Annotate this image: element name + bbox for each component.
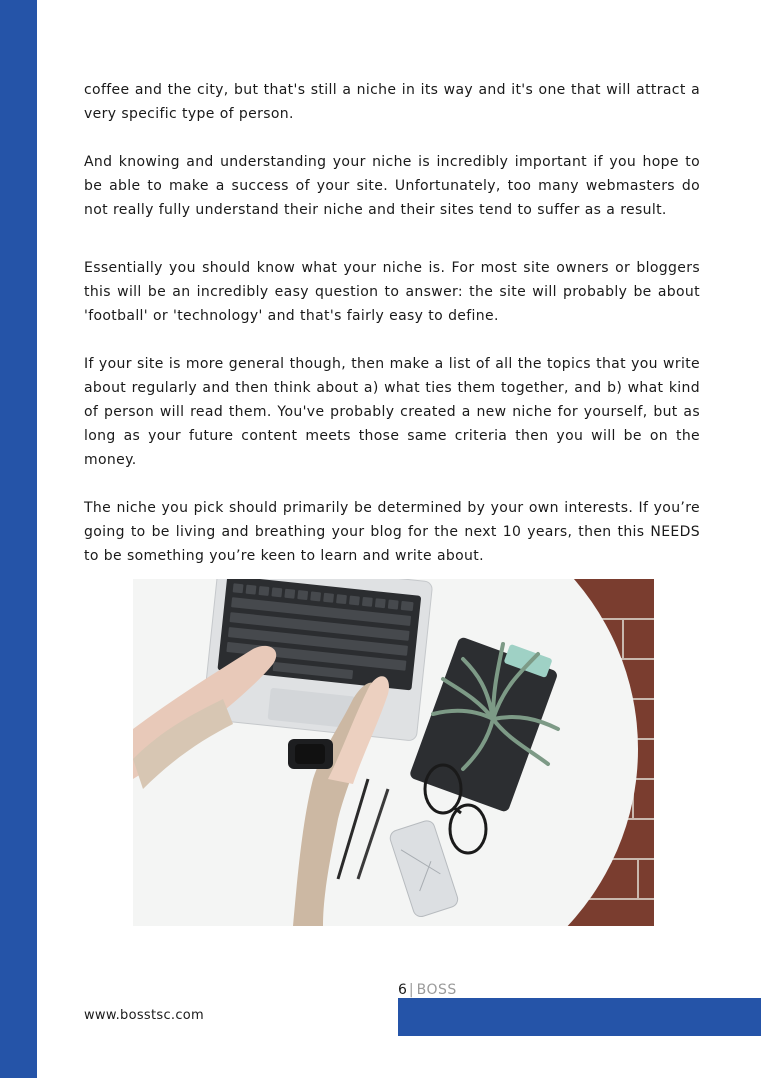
paragraph: coffee and the city, but that's still a niche in its way and it's one that will attract a very specific type of person. [84,82,700,122]
footer-accent-bar [398,998,761,1036]
laptop-desk-photo [133,579,654,926]
website-link[interactable]: www.bosstsc.com [84,1008,205,1023]
left-accent-band [0,0,37,1078]
paragraph: If your site is more general though, then make a list of all the topics that you write about regularly and then think about a) what ties them together, and b) what kind of person will read them. You've probably created a new niche for yourself, but as long as your future content meets those same criteria then you will be on the money. [84,356,700,468]
separator: | [408,982,414,998]
brand-name: BOSS [416,982,457,998]
paragraph: The niche you pick should primarily be determined by your own interests. If you’re going to be living and breathing your blog for the next 10 years, then this NEEDS to be something you’re keen to learn and write about. [84,500,700,564]
page-number: 6 [398,982,407,998]
page-number-label [398,981,457,999]
article-body [84,78,700,568]
paragraph: Essentially you should know what your niche is. For most site owners or bloggers this will be an incredibly easy question to answer: the site will probably be about 'football' or 'technology' and that's fairly easy to define. [84,260,700,324]
paragraph: And knowing and understanding your niche is incredibly important if you hope to be able to make a success of your site. Unfortunately, too many webmasters do not really fully understand their niche and their sites tend to suffer as a result. [84,154,700,218]
